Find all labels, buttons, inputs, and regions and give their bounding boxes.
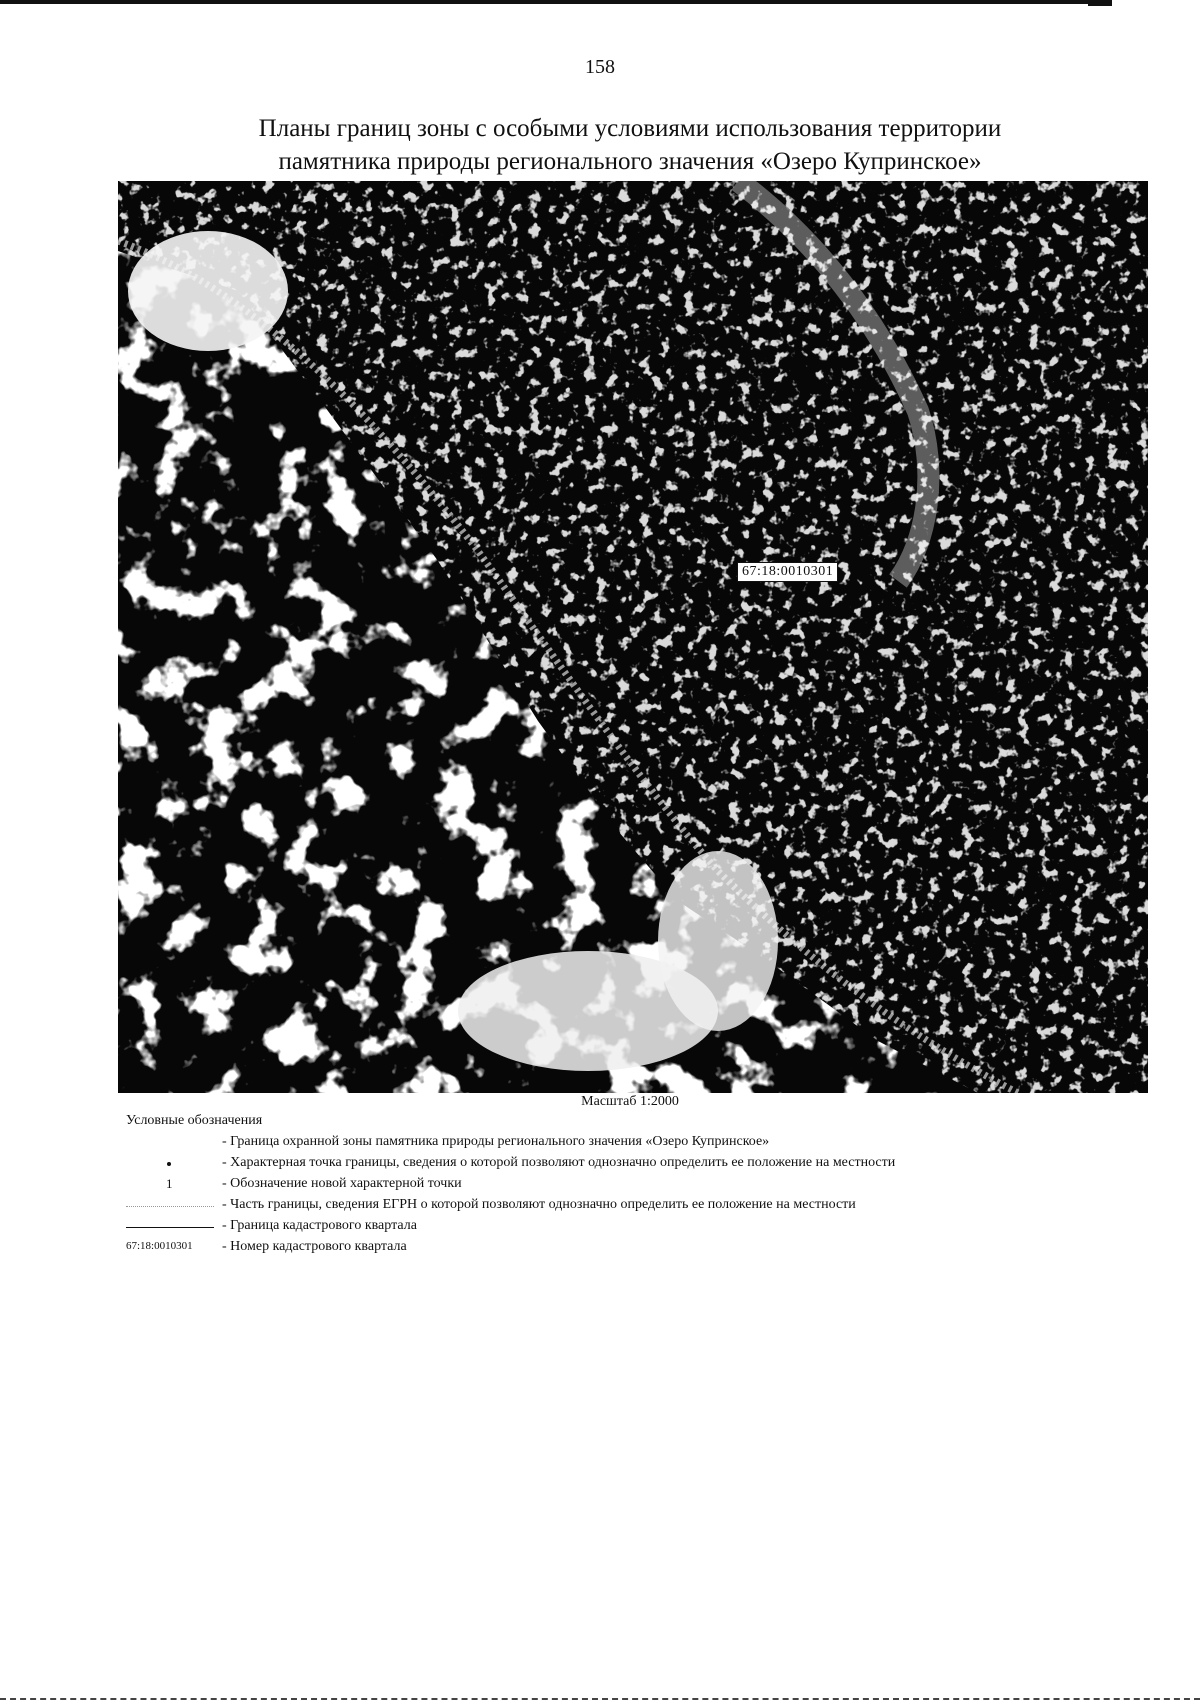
legend-item-egrn-boundary-part xyxy=(126,1197,1126,1217)
legend-symbol-dotted-line xyxy=(126,1197,226,1217)
legend-item-protection-zone-boundary xyxy=(126,1134,1126,1154)
point-number-sample: 1 xyxy=(166,1176,173,1191)
quarter-number-sample: 67:18:0010301 xyxy=(126,1240,193,1252)
solid-line-icon xyxy=(126,1227,214,1228)
satellite-imagery xyxy=(118,181,1148,1093)
title-line-2: памятника природы регионального значения «Озеро Купринское» xyxy=(278,148,982,175)
bottom-border-line xyxy=(0,1698,1200,1700)
legend-item-text: - Характерная точка границы, сведения о которой позволяют однозначно определить ее положение на местности xyxy=(222,1155,896,1170)
legend-symbol-quarter-number xyxy=(126,1239,226,1259)
top-border-line xyxy=(0,0,1088,4)
legend-item-new-point-designation xyxy=(126,1176,1126,1196)
legend-item-cadastral-quarter-number xyxy=(126,1239,1126,1259)
satellite-map xyxy=(118,181,1148,1093)
dotted-line-icon xyxy=(126,1206,214,1207)
top-border-mark xyxy=(1088,0,1112,6)
legend-item-text: - Граница охранной зоны памятника природы регионального значения «Озеро Купринское» xyxy=(222,1134,770,1149)
title-line-1: Планы границ зоны с особыми условиями использования территории xyxy=(258,115,1002,142)
legend-title: Условные обозначения xyxy=(126,1113,263,1128)
page-title xyxy=(0,112,1200,178)
legend-item-text: - Номер кадастрового квартала xyxy=(222,1239,407,1254)
legend-symbol-point xyxy=(126,1155,226,1175)
legend-item-text: - Часть границы, сведения ЕГРН о которой позволяют однозначно определить ее положение на местности xyxy=(222,1197,856,1212)
page-number: 158 xyxy=(585,56,615,78)
legend-item-text: - Граница кадастрового квартала xyxy=(222,1218,417,1233)
legend-item-cadastral-quarter-boundary xyxy=(126,1218,1126,1238)
legend-symbol-number xyxy=(126,1176,226,1196)
legend-item-characteristic-point xyxy=(126,1155,1126,1175)
legend-item-text: - Обозначение новой характерной точки xyxy=(222,1176,462,1191)
legend-symbol-empty xyxy=(126,1134,226,1154)
cadastral-quarter-label: 67:18:0010301 xyxy=(737,562,838,582)
map-scale: Масштаб 1:2000 xyxy=(581,1094,679,1109)
legend-symbol-solid-line xyxy=(126,1218,226,1238)
point-marker-icon xyxy=(167,1162,171,1166)
